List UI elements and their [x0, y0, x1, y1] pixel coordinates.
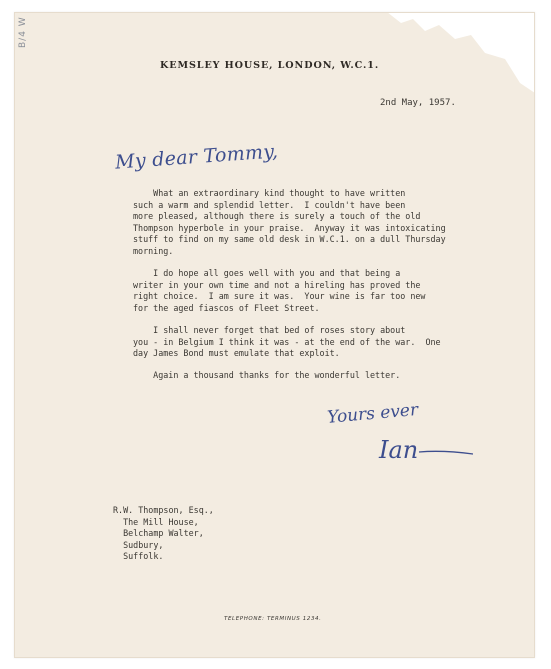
- body-line: writer in your own time and not a hireling has proved the: [133, 279, 421, 290]
- recipient-line: The Mill House,: [113, 516, 199, 527]
- recipient-line: Sudbury,: [113, 539, 164, 550]
- recipient-line: Suffolk.: [113, 551, 164, 562]
- body-line: right choice. I am sure it was. Your wine is far too new: [133, 291, 426, 302]
- body-line: Again a thousand thanks for the wonderful letter.: [133, 370, 401, 381]
- body-line: day James Bond must emulate that exploit.: [133, 348, 340, 359]
- signature-flourish: [419, 451, 473, 454]
- signature-text: Ian: [379, 436, 419, 464]
- body-line: such a warm and splendid letter. I couldn't have been: [133, 199, 406, 210]
- recipient-address: [113, 505, 214, 563]
- recipient-line: Belchamp Walter,: [113, 528, 204, 539]
- body-line: What an extraordinary kind thought to have written: [133, 188, 406, 198]
- body-paragraph: [133, 188, 533, 258]
- body-line: I do hope all goes well with you and that being a: [133, 268, 401, 279]
- body-paragraph: [133, 325, 533, 360]
- body-paragraph: [133, 268, 533, 314]
- body-line: you - in Belgium I think it was - at the end of the war. One: [133, 336, 441, 347]
- letter-body: [133, 188, 533, 392]
- handwritten-salutation: My dear Tommy,: [114, 140, 279, 174]
- recipient-line: R.W. Thompson, Esq.,: [113, 505, 214, 515]
- pencil-annotation: B/4 W: [18, 16, 28, 48]
- telephone-footer: TELEPHONE: TERMINUS 1234.: [224, 616, 322, 622]
- body-line: I shall never forget that bed of roses story about: [133, 324, 406, 335]
- body-line: more pleased, although there is surely a touch of the old: [133, 211, 421, 222]
- body-line: for the aged fiascos of Fleet Street.: [133, 302, 320, 313]
- body-paragraph: [133, 370, 533, 382]
- body-line: Thompson hyperbole in your praise. Anyway it was intoxicating: [133, 222, 446, 233]
- letterhead: KEMSLEY HOUSE, LONDON, W.C.1.: [160, 60, 380, 71]
- body-line: morning.: [133, 245, 174, 256]
- body-line: stuff to find on my same old desk in W.C.1. on a dull Thursday: [133, 234, 446, 245]
- letter-date: 2nd May, 1957.: [380, 98, 456, 108]
- closing-text: Yours ever: [326, 399, 419, 428]
- handwritten-closing: [323, 392, 473, 472]
